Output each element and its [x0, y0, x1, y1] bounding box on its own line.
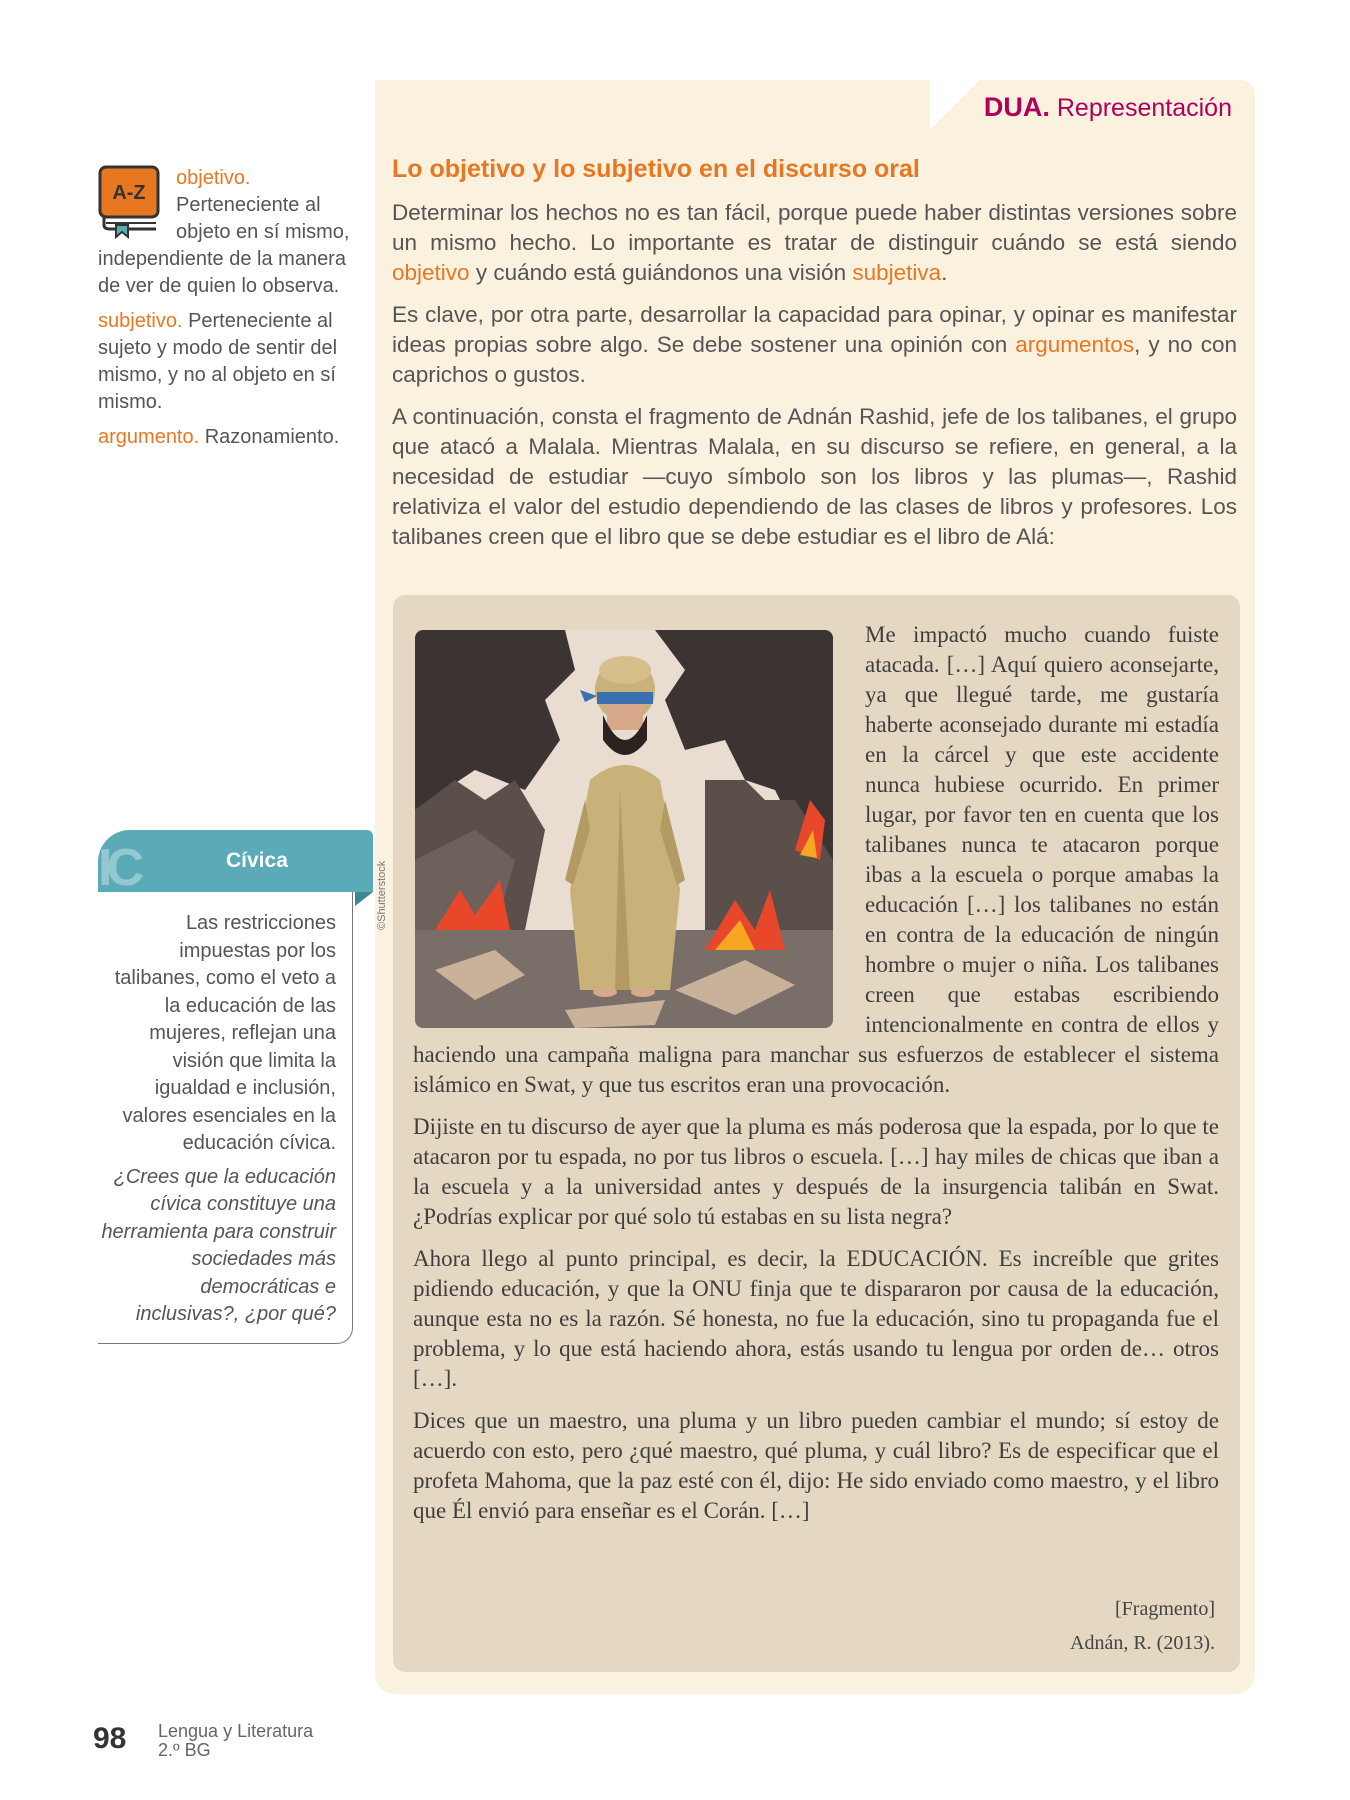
civica-header: [98, 830, 373, 897]
dua-bold: DUA.: [983, 92, 1050, 122]
quote-paragraph-3: Ahora llego al punto principal, es decir, la EDUCACIÓN. Es increíble que grites pidiendo educación, y que la ONU finja que te dispararon por causa de la educación, aunque esta no es la razón. Sé honesta, no fue la educación, sino tu propaganda fue el problema, y lo que está haciendo ahora, estás usando tu lengua por orden de… otros […].: [413, 1246, 1219, 1391]
intro-paragraph-3: A continuación, consta el fragmento de Adnán Rashid, jefe de los talibanes, el grupo que atacó a Malala. Mientras Malala, en su discurso se refiere, en general, a la necesidad de estudiar —cuyo símbolo son los libros y las plumas—, Rashid relativiza el valor del estudio dependiendo de las clases de libros y profesores. Los talibanes creen que el libro que se debe estudiar es el libro de Alá:: [392, 404, 1237, 549]
intro-text: [392, 198, 1237, 564]
highlight-argumentos: argumentos: [1015, 332, 1135, 357]
footer-subject-block: [158, 1722, 313, 1760]
dua-representacion: Representación: [1056, 94, 1232, 122]
intro-paragraph-2: Es clave, por otra parte, desarrollar la capacidad para opinar, y opinar es manifestar ideas propias sobre algo. Se debe sostener una opinión con argumentos, y no con caprichos o gustos.: [392, 302, 1237, 387]
glossary-entry-argumento: [98, 424, 360, 451]
image-credit: ©Shutterstock: [376, 860, 388, 930]
ic-logo-icon: IC: [98, 839, 138, 897]
glossary-term: subjetivo.: [98, 310, 183, 332]
quote-text: [413, 620, 1219, 1538]
quote-paragraph-2: Dijiste en tu discurso de ayer que la pluma es más poderosa que la espada, por lo que te atacaron por tu espada, no por tus libros o escuela. […] hay miles de chicas que iban a la escuela y a la universidad antes y después de la insurgencia talibán en Swat. ¿Podrías explicar por qué solo tú estabas en su lista negra?: [413, 1114, 1219, 1229]
footer-grade: 2.º BG: [158, 1740, 211, 1760]
main-panel-top: [375, 80, 931, 130]
glossary: [98, 165, 360, 459]
fragment-label: [Fragmento]: [1115, 1598, 1215, 1620]
highlight-subjetiva: subjetiva: [852, 260, 942, 285]
civica-title: Cívica: [226, 849, 288, 872]
footer-subject: Lengua y Literatura: [158, 1721, 314, 1741]
page-number: 98: [93, 1722, 127, 1755]
a-z-icon-text: A-Z: [112, 182, 146, 204]
civica-fold: [355, 892, 373, 906]
glossary-term: objetivo.: [176, 167, 251, 189]
quote-paragraph-4: Dices que un maestro, una pluma y un libro pueden cambiar el mundo; sí estoy de acuerdo con esto, pero ¿qué maestro, qué pluma, y cuál libro? Es de especificar que el profeta Mahoma, que la paz esté con él, dijo: He sido enviado como maestro, y el libro que Él envió para enseñar es el Corán. […]: [413, 1408, 1219, 1523]
a-z-book-icon: [98, 165, 162, 239]
intro-paragraph-1: Determinar los hechos no es tan fácil, porque puede haber distintas versiones sobre un mismo hecho. Lo importante es tratar de distinguir cuándo se está siendo objetivo y cuándo está guiándonos una visión subjetiva.: [392, 200, 1237, 285]
glossary-definition: Razonamiento.: [204, 426, 340, 448]
highlight-objetivo: objetivo: [392, 260, 470, 285]
glossary-definition: Perteneciente al objeto en sí mismo, independiente de la manera de ver de quien lo observa.: [98, 194, 350, 297]
image-float-spacer: [413, 620, 865, 1038]
dua-tab-notch: [930, 80, 980, 130]
glossary-entry-subjetivo: [98, 308, 360, 416]
glossary-definition: Perteneciente al sujeto y modo de sentir del mismo, y no al objeto en sí mismo.: [98, 310, 338, 413]
quote-paragraph-1: Me impactó mucho cuando fuiste atacada. […] Aquí quiero aconsejarte, ya que llegué tarde, me gustaría haberte aconsejado durante mi estadía en la cárcel y que este accidente nunca hubiese ocurrido. En primer lugar, por favor ten en cuenta que los talibanes nunca te atacaron porque ibas a la escuela o porque amabas la educación […] los talibanes no están en contra de la educación de ningún hombre o mujer o niña. Los talibanes creen que estabas escribiendo intencionalmente en contra de ellos y haciendo una campaña maligna para manchar sus esfuerzos de establecer el sistema islámico en Swat, y que tus escritos eran una provocación.: [413, 622, 1219, 1097]
civica-question: ¿Crees que la educación cívica constituye una herramienta para construir sociedades más democráticas e inclusivas?, ¿por qué?: [101, 1165, 336, 1325]
section-title: Lo objetivo y lo subjetivo en el discurso oral: [392, 155, 920, 183]
dua-label: [984, 92, 1232, 123]
glossary-term: argumento.: [98, 426, 200, 448]
citation-block: [1070, 1592, 1215, 1660]
civica-body: [98, 892, 353, 1344]
citation: Adnán, R. (2013).: [1070, 1632, 1215, 1654]
civica-text: Las restricciones impuestas por los talibanes, como el veto a la educación de las mujeres, reflejan una visión que limita la igualdad e inclusión, valores esenciales en la educación cívica.: [114, 912, 336, 1154]
